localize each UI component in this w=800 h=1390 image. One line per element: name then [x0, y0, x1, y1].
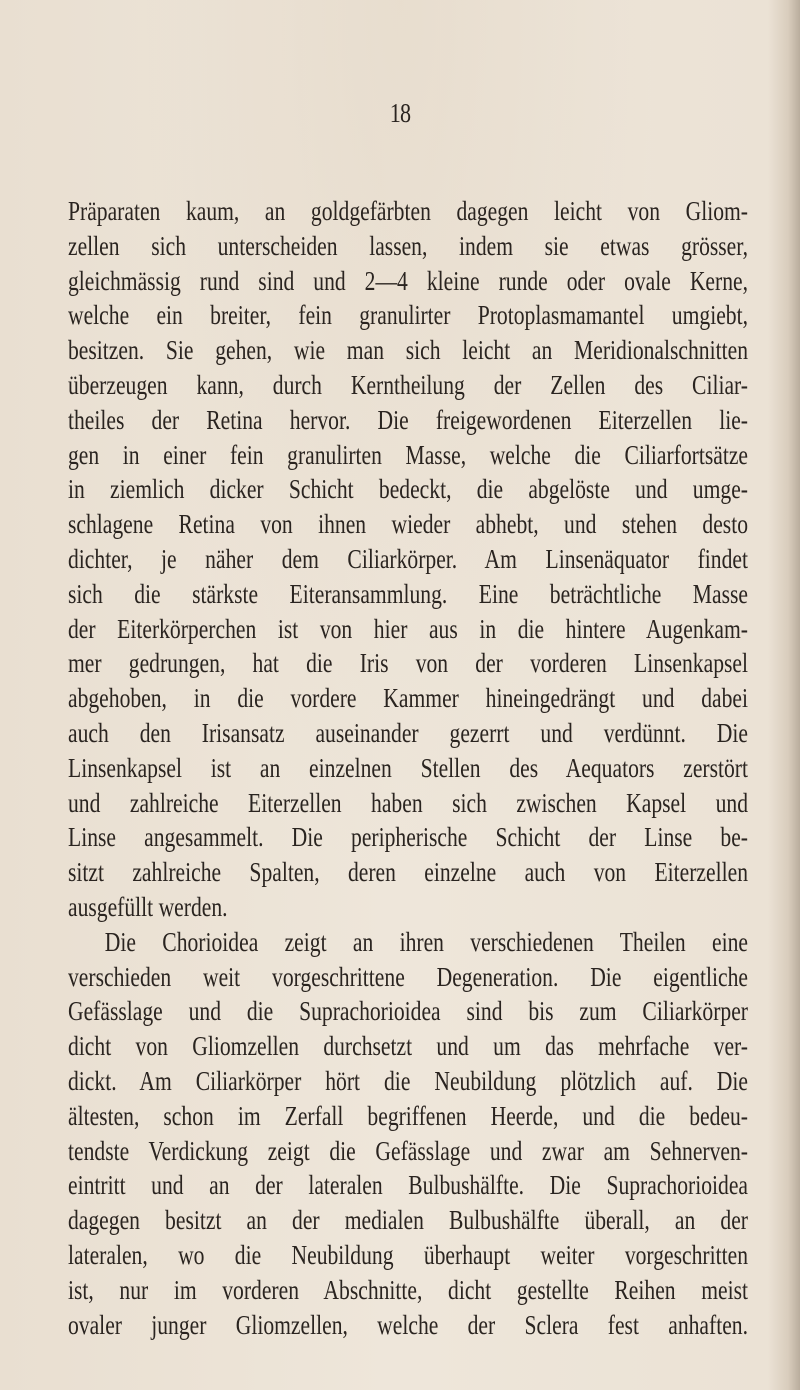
text-line: Linsenkapsel ist an einzelnen Stellen des Aequators zerstört [68, 752, 748, 783]
paragraph-end-line: ausgefüllt werden. [68, 891, 228, 922]
text-line: dicht von Gliomzellen durchsetzt und um das mehrfache ver- [68, 1031, 748, 1062]
text-line: lateralen, wo die Neubildung überhaupt weiter vorgeschritten [68, 1239, 748, 1270]
text-line: zellen sich unterscheiden lassen, indem sie etwas grösser, [68, 230, 748, 261]
text-line: ovaler junger Gliomzellen, welche der Sclera fest anhaften. [68, 1309, 748, 1340]
text-line: Präparaten kaum, an goldgefärbten dagegen leicht von Gliom- [68, 196, 748, 226]
text-line: tendste Verdickung zeigt die Gefässlage und zwar am Sehnerven- [68, 1135, 748, 1166]
text-line: ältesten, schon im Zerfall begriffenen Heerde, und die bedeu- [68, 1100, 748, 1131]
text-line: und zahlreiche Eiterzellen haben sich zwischen Kapsel und [68, 787, 748, 818]
text-line: abgehoben, in die vordere Kammer hineingedrängt und dabei [68, 683, 748, 714]
body-text [68, 194, 748, 1342]
text-line: Gefässlage und die Suprachorioidea sind bis zum Ciliarkörper [68, 996, 748, 1027]
text-line: überzeugen kann, durch Kerntheilung der Zellen des Ciliar- [68, 369, 748, 400]
text-line: der Eiterkörperchen ist von hier aus in die hintere Augenkam- [68, 613, 748, 644]
text-line: dagegen besitzt an der medialen Bulbushälfte überall, an der [68, 1205, 748, 1236]
text-line: in ziemlich dicker Schicht bedeckt, die abgelöste und umge- [68, 474, 748, 505]
text-line: gleichmässig rund sind und 2—4 kleine runde oder ovale Kerne, [68, 265, 748, 296]
text-line: Linse angesammelt. Die peripherische Schicht der Linse be- [68, 822, 748, 853]
text-line: welche ein breiter, fein granulirter Protoplasmamantel umgiebt, [68, 300, 748, 331]
text-line: eintritt und an der lateralen Bulbushälfte. Die Suprachorioidea [68, 1170, 748, 1201]
text-line: gen in einer fein granulirten Masse, welche die Ciliarfortsätze [68, 439, 748, 470]
text-line: ist, nur im vorderen Abschnitte, dicht gestellte Reihen meist [68, 1274, 748, 1305]
text-line: theiles der Retina hervor. Die freigewordenen Eiterzellen lie- [68, 404, 748, 435]
text-line: mer gedrungen, hat die Iris von der vorderen Linsenkapsel [68, 648, 748, 679]
page-number: 18 [389, 98, 411, 128]
text-line: besitzen. Sie gehen, wie man sich leicht an Meridionalschnitten [68, 335, 748, 366]
text-line: verschieden weit vorgeschrittene Degeneration. Die eigentliche [68, 961, 748, 992]
paragraph-start-line: Die Chorioidea zeigt an ihren verschiedenen Theilen eine [104, 926, 749, 957]
text-line: sitzt zahlreiche Spalten, deren einzelne auch von Eiterzellen [68, 857, 748, 888]
text-line: auch den Irisansatz auseinander gezerrt und verdünnt. Die [68, 717, 748, 748]
text-line: sich die stärkste Eiteransammlung. Eine beträchtliche Masse [68, 578, 748, 609]
text-line: dichter, je näher dem Ciliarkörper. Am Linsenäquator findet [68, 543, 748, 574]
text-line: schlagene Retina von ihnen wieder abhebt, und stehen desto [68, 509, 748, 540]
text-line: dickt. Am Ciliarkörper hört die Neubildung plötzlich auf. Die [68, 1065, 748, 1096]
